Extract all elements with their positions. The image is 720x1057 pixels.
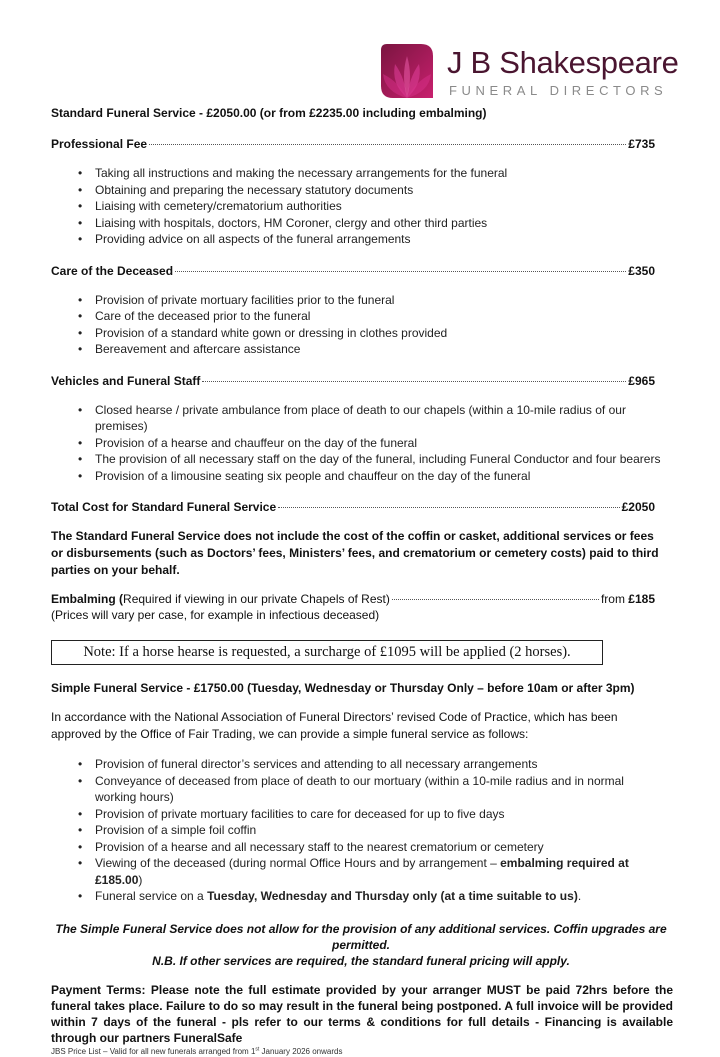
list-item: • Care of the deceased prior to the funeral: [78, 308, 663, 325]
price-row-value: from £185: [600, 592, 655, 606]
price-row-embalming: [51, 592, 655, 607]
dot-leader: [175, 271, 626, 272]
list-item: • Provision of funeral director’s services and attending to all necessary arrangements: [78, 756, 663, 773]
simple-service-notice-line1: The Simple Funeral Service does not allow for the provision of any additional services. Coffin upgrades are permitted.: [55, 921, 667, 952]
company-tagline: FUNERAL DIRECTORS: [449, 83, 668, 98]
price-row-vehicles-staff: [51, 374, 655, 389]
price-row-label: Total Cost for Standard Funeral Service: [51, 500, 277, 514]
company-name: J B Shakespeare: [447, 45, 679, 80]
list-item: • Bereavement and aftercare assistance: [78, 341, 663, 358]
standard-service-heading: Standard Funeral Service - £2050.00 (or from £2235.00 including embalming): [51, 106, 487, 120]
simple-service-notice-line2: N.B. If other services are required, the standard funeral pricing will apply.: [152, 953, 570, 968]
list-item: • Liaising with cemetery/crematorium authorities: [78, 198, 663, 215]
professional-fee-list: [51, 165, 663, 248]
list-item: • Funeral service on a Tuesday, Wednesday and Thursday only (at a time suitable to us).: [78, 888, 663, 905]
price-list-content: [51, 106, 673, 1057]
list-item: • Obtaining and preparing the necessary statutory documents: [78, 182, 663, 199]
list-item: • Provision of a simple foil coffin: [78, 822, 663, 839]
list-item: • Provision of a hearse and all necessary staff to the nearest crematorium or cemetery: [78, 839, 663, 856]
list-item: • Closed hearse / private ambulance from place of death to our chapels (within a 10-mile radius of our premises): [78, 402, 663, 435]
price-row-label: Embalming (Required if viewing in our private Chapels of Rest): [51, 592, 390, 606]
price-list-footer: JBS Price List – Valid for all new funerals arranged from 1st January 2026 onwards: [51, 1045, 343, 1056]
price-row-care-of-deceased: [51, 264, 655, 279]
list-item: • Liaising with hospitals, doctors, HM Coroner, clergy and other third parties: [78, 215, 663, 232]
list-item: • Conveyance of deceased from place of death to our mortuary (within a 10-mile radius and in normal working hours): [78, 773, 663, 806]
list-item: • Provision of a limousine seating six people and chauffeur on the day of the funeral: [78, 468, 663, 485]
dot-leader: [149, 144, 626, 145]
list-item: • Provision of a standard white gown or dressing in clothes provided: [78, 325, 663, 342]
dot-leader: [278, 507, 619, 508]
dot-leader: [392, 599, 599, 600]
price-row-label: Vehicles and Funeral Staff: [51, 373, 201, 388]
embalming-subnote: (Prices will vary per case, for example in infectious deceased): [51, 608, 380, 622]
simple-service-intro: In accordance with the National Association of Funeral Directors’ revised Code of Practice, which has been approved by the Office of Fair Trading, we can provide a simple funeral service as follows:: [51, 710, 618, 741]
list-item: • Provision of private mortuary facilities prior to the funeral: [78, 292, 663, 309]
list-item: • The provision of all necessary staff on the day of the funeral, including Funeral Conductor and four bearers: [78, 451, 663, 468]
simple-service-heading: Simple Funeral Service - £1750.00 (Tuesday, Wednesday or Thursday Only – before 10am or after 3pm): [51, 681, 635, 695]
price-row-value: £2050: [621, 500, 655, 514]
price-row-value: £735: [628, 137, 655, 151]
standard-exclusion-note: The Standard Funeral Service does not include the cost of the coffin or casket, additional services or fees or disbursements (such as Doctors’ fees, Ministers’ fees, and crematorium or cemetery costs) paid to third parties on your behalf.: [51, 529, 659, 577]
price-row-total: [51, 500, 655, 515]
list-item: • Providing advice on all aspects of the funeral arrangements: [78, 231, 663, 248]
list-item: • Provision of a hearse and chauffeur on the day of the funeral: [78, 435, 663, 452]
price-row-value: £350: [628, 263, 655, 278]
price-row-professional-fee: [51, 137, 655, 152]
vehicles-staff-list: [51, 402, 663, 485]
price-row-value: £965: [628, 373, 655, 388]
list-item: • Viewing of the deceased (during normal Office Hours and by arrangement – embalming required at £185.00): [78, 855, 663, 888]
care-of-deceased-list: [51, 292, 663, 358]
dot-leader: [202, 381, 626, 382]
lotus-leaf-icon: [381, 44, 433, 98]
company-logo: [381, 44, 681, 104]
price-row-label: Professional Fee: [51, 137, 148, 151]
payment-terms: Payment Terms: Please note the full estimate provided by your arranger MUST be paid 72hrs before the funeral takes place. Failure to do so may result in the funeral being postponed. A full invoice will be provided within 7 days of the funeral - pls refer to our terms & conditions for full details - Financing is available through our partners FuneralSafe: [51, 982, 673, 1045]
horse-hearse-note: Note: If a horse hearse is requested, a surcharge of £1095 will be applied (2 horses).: [51, 640, 603, 665]
price-row-label: Care of the Deceased: [51, 263, 174, 278]
list-item: • Taking all instructions and making the necessary arrangements for the funeral: [78, 165, 663, 182]
simple-service-list: [51, 756, 663, 905]
list-item: • Provision of private mortuary facilities to care for deceased for up to five days: [78, 806, 663, 823]
